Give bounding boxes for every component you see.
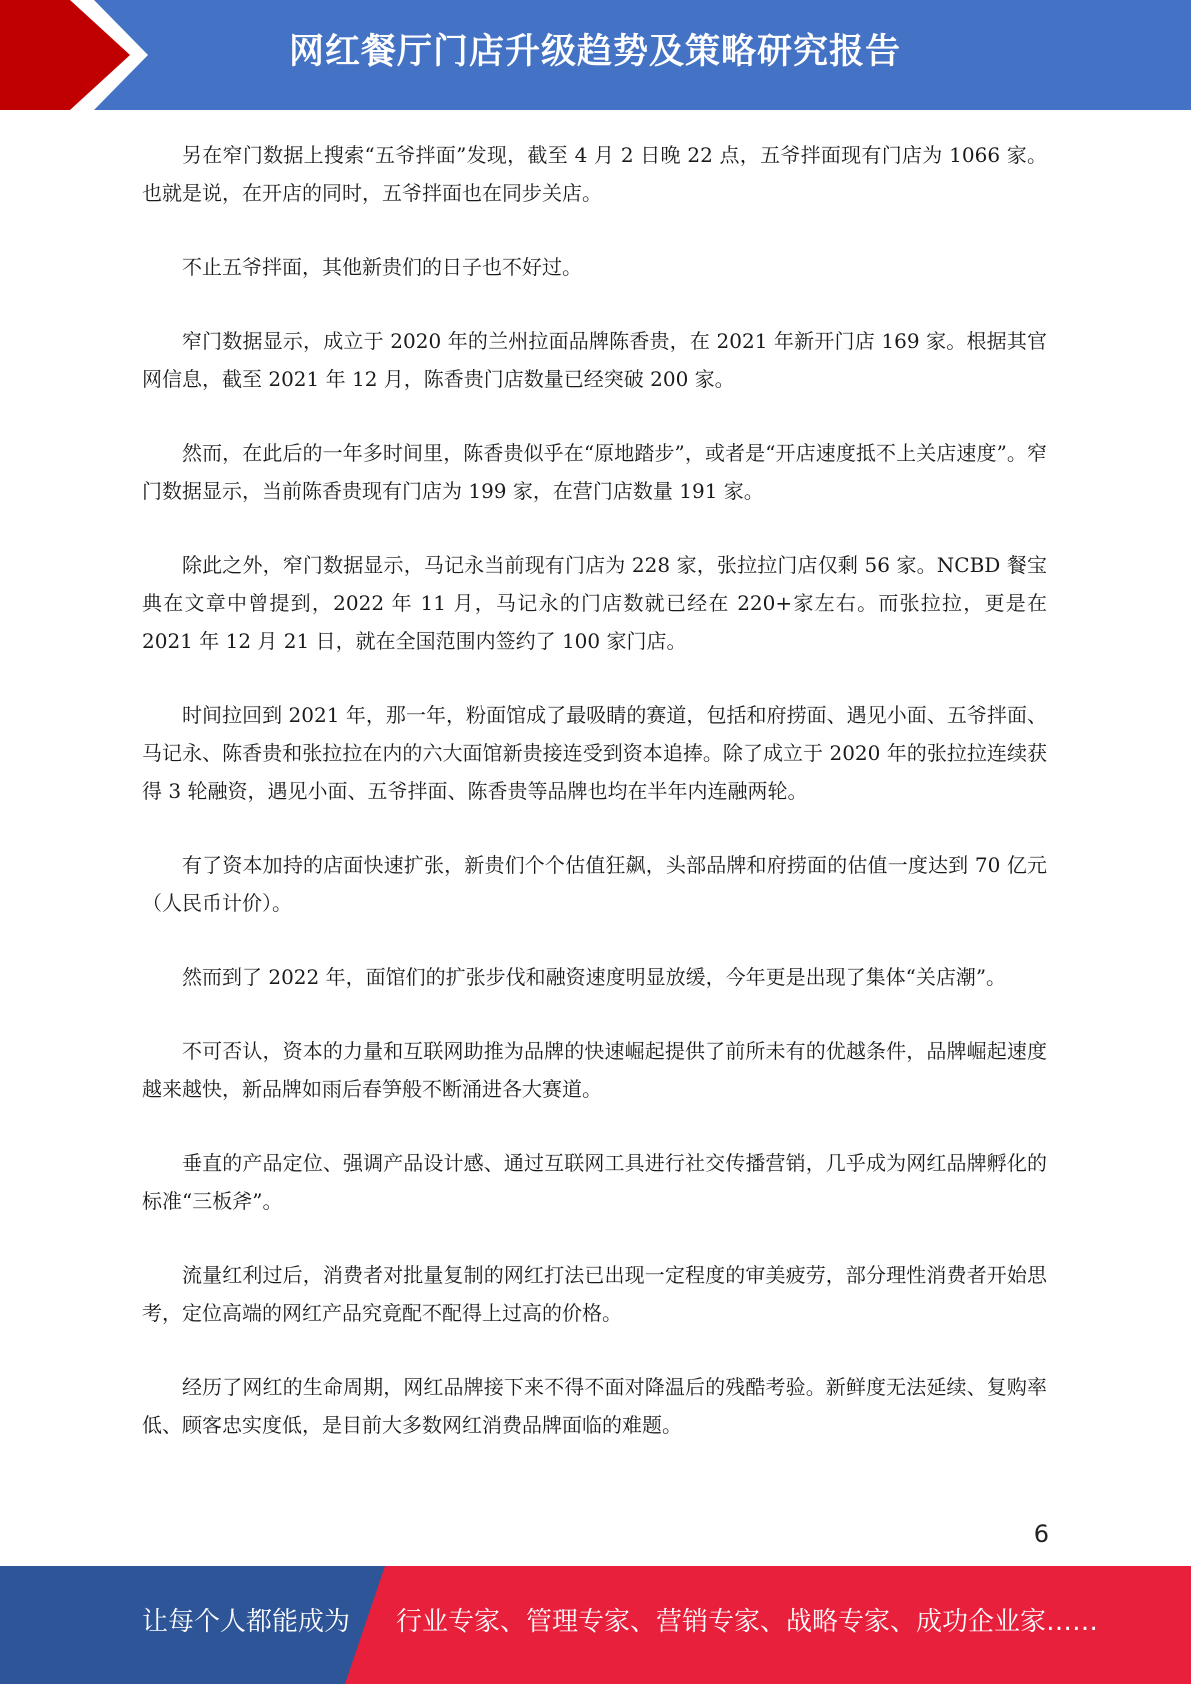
footer-slogan-left: 让每个人都能成为 (142, 1607, 351, 1637)
paragraph: 除此之外，窄门数据显示，马记永当前现有门店为 228 家，张拉拉门店仅剩 56 家。NCBD 餐宝典在文章中曾提到，2022 年 11 月，马记永的门店数就已经在 220+家左右。而张拉拉，更是在 2021 年 12 月 21 日，就在全国范围内签约了 100 家门店。 (142, 553, 1047, 653)
paragraph: 有了资本加持的店面快速扩张，新贵们个个估值狂飙，头部品牌和府捞面的估值一度达到 70 亿元（人民币计价）。 (142, 853, 1047, 915)
page-number: 6 (1033, 1520, 1049, 1548)
paragraph: 窄门数据显示，成立于 2020 年的兰州拉面品牌陈香贵，在 2021 年新开门店 169 家。根据其官网信息，截至 2021 年 12 月，陈香贵门店数量已经突破 200 家。 (142, 329, 1047, 391)
paragraph: 然而，在此后的一年多时间里，陈香贵似乎在“原地踏步”，或者是“开店速度抵不上关店速度”。窄门数据显示，当前陈香贵现有门店为 199 家，在营门店数量 191 家。 (142, 441, 1047, 503)
paragraph: 然而到了 2022 年，面馆们的扩张步伐和融资速度明显放缓，今年更是出现了集体“关店潮”。 (182, 965, 1007, 989)
footer-slogan-right: 行业专家、管理专家、营销专家、战略专家、成功企业家…… (396, 1607, 1099, 1637)
page-header (0, 0, 1191, 110)
page-footer (0, 1566, 1191, 1684)
paragraph: 垂直的产品定位、强调产品设计感、通过互联网工具进行社交传播营销，几乎成为网红品牌孵化的标准“三板斧”。 (142, 1151, 1047, 1213)
paragraph: 不可否认，资本的力量和互联网助推为品牌的快速崛起提供了前所未有的优越条件，品牌崛起速度越来越快，新品牌如雨后春笋般不断涌进各大赛道。 (142, 1039, 1047, 1101)
paragraph: 另在窄门数据上搜索“五爷拌面”发现，截至 4 月 2 日晚 22 点，五爷拌面现有门店为 1066 家。也就是说，在开店的同时，五爷拌面也在同步关店。 (142, 143, 1047, 205)
paragraph: 流量红利过后，消费者对批量复制的网红打法已出现一定程度的审美疲劳，部分理性消费者开始思考，定位高端的网红产品究竟配不配得上过高的价格。 (142, 1263, 1047, 1325)
paragraph: 时间拉回到 2021 年，那一年，粉面馆成了最吸睛的赛道，包括和府捞面、遇见小面、五爷拌面、马记永、陈香贵和张拉拉在内的六大面馆新贵接连受到资本追捧。除了成立于 2020 年的张拉拉连续获得 3 轮融资，遇见小面、五爷拌面、陈香贵等品牌也均在半年内连融两轮。 (142, 703, 1047, 803)
paragraph: 不止五爷拌面，其他新贵们的日子也不好过。 (182, 255, 582, 279)
paragraph: 经历了网红的生命周期，网红品牌接下来不得不面对降温后的残酷考验。新鲜度无法延续、复购率低、顾客忠实度低，是目前大多数网红消费品牌面临的难题。 (142, 1375, 1047, 1437)
page-title: 网红餐厅门店升级趋势及策略研究报告 (288, 32, 901, 72)
report-body (142, 136, 1047, 1480)
